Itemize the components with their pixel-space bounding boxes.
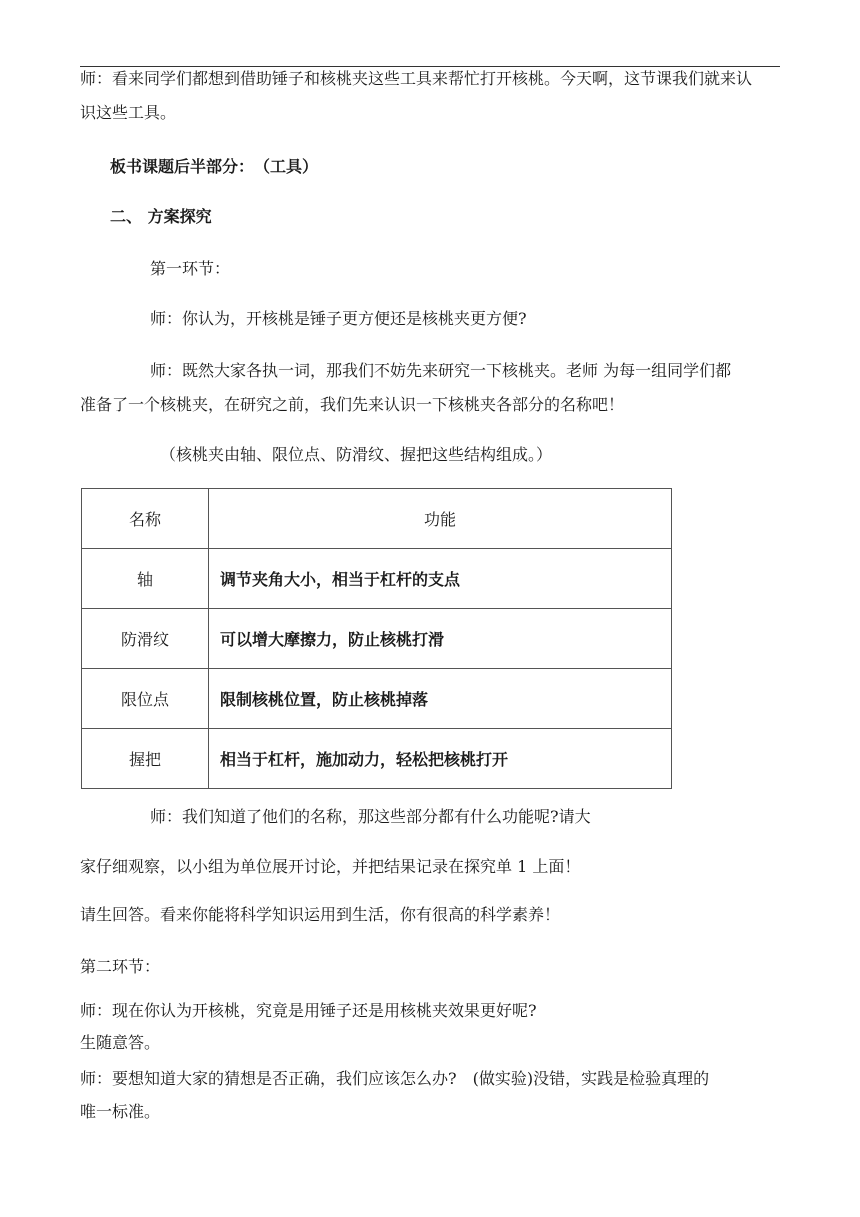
paragraph-research-line1: 师：既然大家各执一词，那我们不妨先来研究一下核桃夹。老师 为每一组同学们都 xyxy=(150,361,732,380)
table-row xyxy=(82,609,672,669)
board-title: 板书课题后半部分： （工具） xyxy=(110,157,319,176)
stage-one-label: 第一环节： xyxy=(150,259,231,278)
header-function: 功能 xyxy=(209,489,672,549)
part-name: 限位点 xyxy=(82,669,209,729)
paragraph-intro-line2: 识这些工具。 xyxy=(80,103,177,122)
part-function: 相当于杠杆，施加动力，轻松把核桃打开 xyxy=(209,729,672,789)
paragraph-experiment-line2: 唯一标准。 xyxy=(80,1102,161,1121)
paragraph-discussion-line1: 师：我们知道了他们的名称，那这些部分都有什么功能呢?请大 xyxy=(150,807,591,826)
part-name: 轴 xyxy=(82,549,209,609)
section-heading-2: 二、 方案探究 xyxy=(110,207,212,226)
question-one: 师：你认为，开核桃是锤子更方便还是核桃夹更方便? xyxy=(150,309,527,328)
paragraph-research-line2: 准备了一个核桃夹，在研究之前，我们先来认识一下核桃夹各部分的名称吧！ xyxy=(80,395,625,414)
part-function: 调节夹角大小，相当于杠杆的支点 xyxy=(209,549,672,609)
student-reply: 生随意答。 xyxy=(80,1033,161,1052)
structure-note: （核桃夹由轴、限位点、防滑纹、握把这些结构组成。） xyxy=(160,445,553,464)
table-row xyxy=(82,729,672,789)
paragraph-intro-line1: 师：看来同学们都想到借助锤子和核桃夹这些工具来帮忙打开核桃。今天啊，这节课我们就来认 xyxy=(80,69,753,88)
part-function: 可以增大摩擦力，防止核桃打滑 xyxy=(209,609,672,669)
table-row xyxy=(82,549,672,609)
part-name: 防滑纹 xyxy=(82,609,209,669)
header-rule xyxy=(80,66,780,67)
question-two: 师：现在你认为开核桃，究竟是用锤子还是用核桃夹效果更好呢? xyxy=(80,1001,537,1020)
paragraph-discussion-line2: 家仔细观察，以小组为单位展开讨论，并把结果记录在探究单 1 上面！ xyxy=(80,857,581,876)
part-name: 握把 xyxy=(82,729,209,789)
header-name: 名称 xyxy=(82,489,209,549)
stage-two-label: 第二环节： xyxy=(80,957,161,976)
paragraph-answer: 请生回答。看来你能将科学知识运用到生活，你有很高的科学素养！ xyxy=(80,905,561,924)
nutcracker-parts-table xyxy=(81,488,672,789)
part-function: 限制核桃位置，防止核桃掉落 xyxy=(209,669,672,729)
paragraph-experiment-line1: 师：要想知道大家的猜想是否正确，我们应该怎么办? (做实验)没错，实践是检验真理的 xyxy=(80,1069,710,1088)
table-header-row xyxy=(82,489,672,549)
table-row xyxy=(82,669,672,729)
